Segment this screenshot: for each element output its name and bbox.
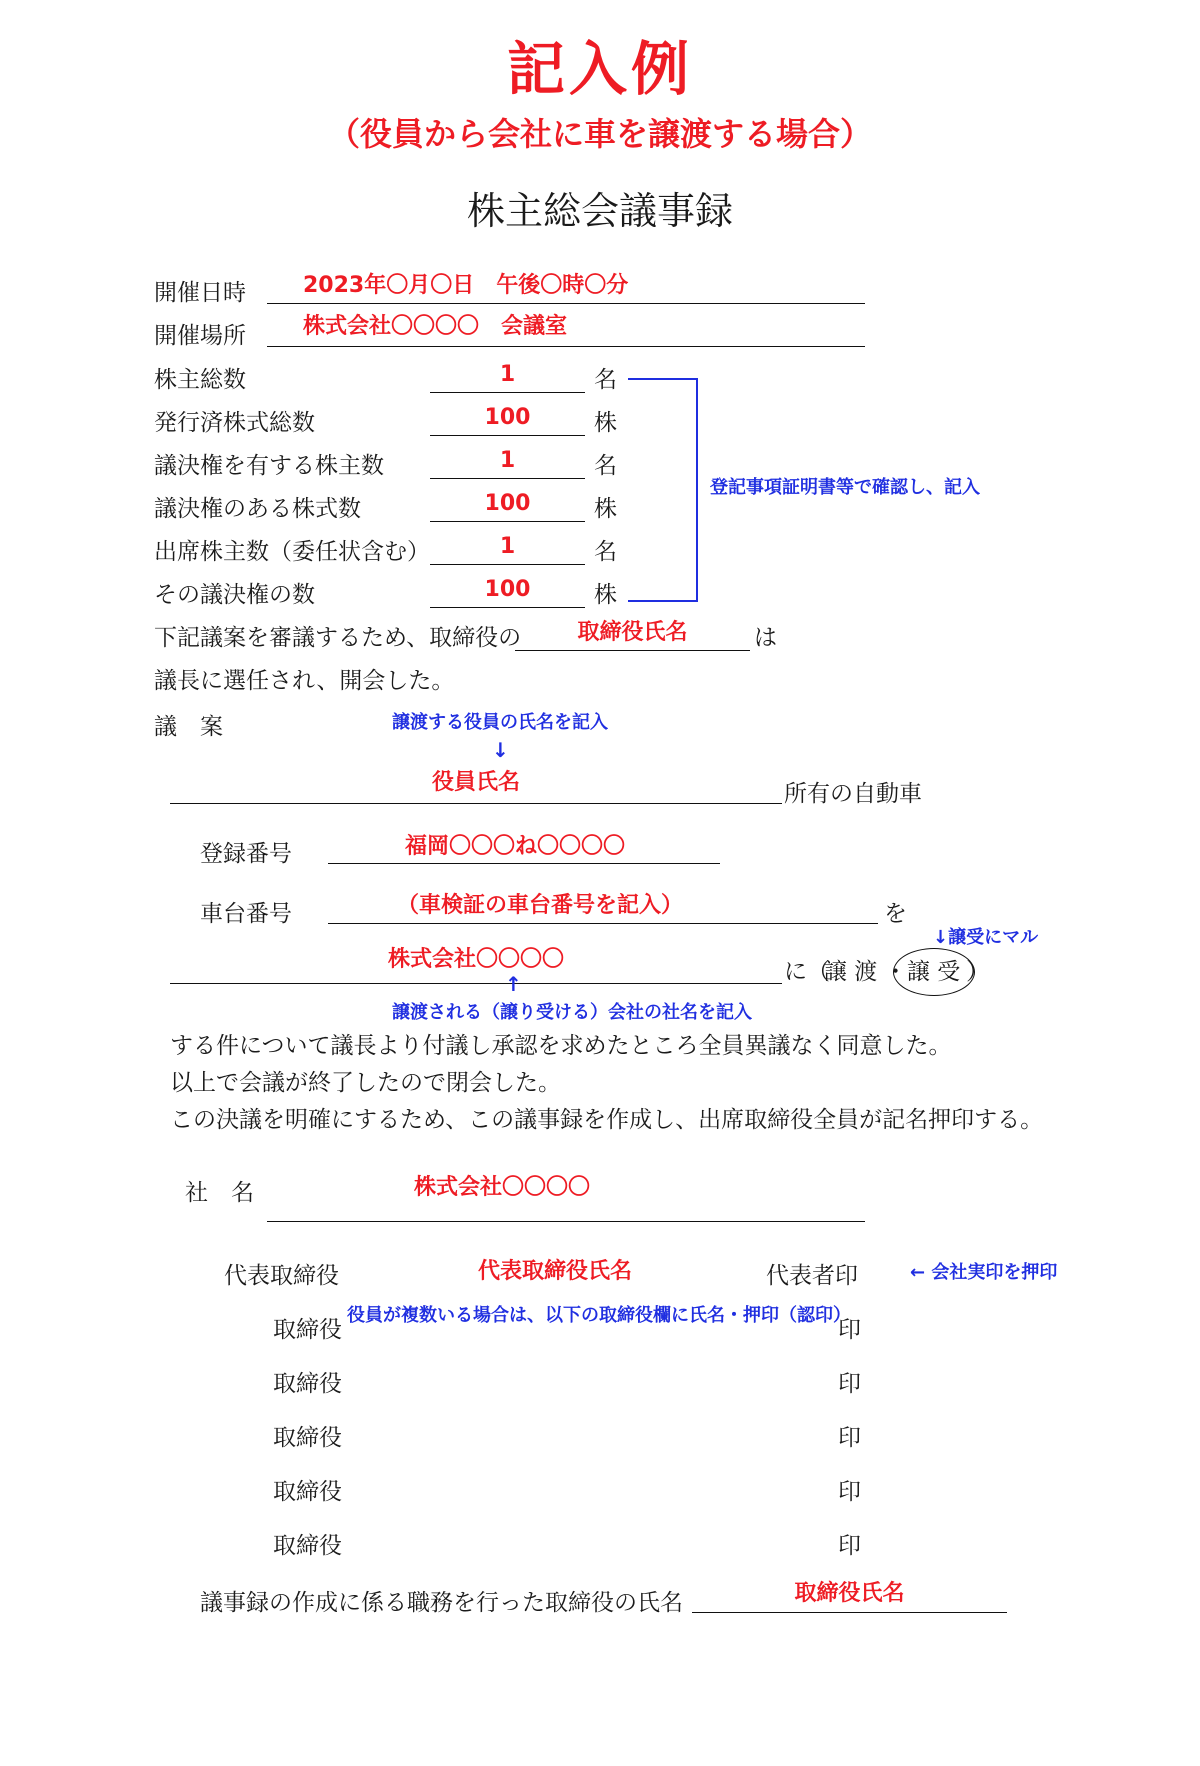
director-label: 取締役 bbox=[273, 1317, 342, 1343]
place-label: 開催場所 bbox=[154, 323, 246, 349]
company-label: 社 名 bbox=[185, 1180, 254, 1206]
registration-underline bbox=[328, 863, 720, 864]
row-underline bbox=[430, 435, 585, 436]
date-value: 2023年〇月〇日 午後〇時〇分 bbox=[303, 273, 629, 298]
officer-underline bbox=[170, 803, 782, 804]
ni-label: に（ bbox=[784, 959, 830, 985]
minutes-author-name: 取締役氏名 bbox=[794, 1581, 905, 1606]
example-title: 記入例 bbox=[506, 35, 693, 103]
row-unit: 名 bbox=[594, 453, 617, 479]
arrow-up-icon: ↑ bbox=[505, 972, 522, 996]
body-line-2: 以上で会議が終了したので閉会した。 bbox=[170, 1070, 561, 1096]
row-label: 議決権を有する株主数 bbox=[154, 453, 384, 479]
row-value: 100 bbox=[484, 491, 531, 516]
arrow-down-icon: ↓ bbox=[492, 738, 509, 762]
chair-underline bbox=[515, 650, 750, 651]
row-unit: 株 bbox=[594, 496, 617, 522]
registration-label: 登録番号 bbox=[200, 841, 292, 867]
date-label: 開催日時 bbox=[154, 280, 246, 306]
minutes-author-label: 議事録の作成に係る職務を行った取締役の氏名 bbox=[200, 1590, 683, 1616]
row-unit: 名 bbox=[594, 367, 617, 393]
document-title: 株主総会議事録 bbox=[466, 189, 733, 233]
row-underline bbox=[430, 521, 585, 522]
row-label: 出席株主数（委任状含む） bbox=[154, 539, 430, 565]
company-underline bbox=[267, 1221, 865, 1222]
row-label: 議決権のある株式数 bbox=[154, 496, 361, 522]
bracket-note: 登記事項証明書等で確認し、記入 bbox=[710, 477, 980, 498]
row-value: 1 bbox=[499, 534, 516, 559]
option-separator: ・ bbox=[884, 959, 907, 985]
representative-seal-note: ← 会社実印を押印 bbox=[910, 1262, 1058, 1283]
officer-name: 役員氏名 bbox=[431, 770, 520, 795]
close-paren: ） bbox=[966, 959, 989, 985]
recipient-underline bbox=[170, 983, 782, 984]
recipient-company: 株式会社〇〇〇〇 bbox=[387, 947, 564, 972]
row-value: 1 bbox=[499, 362, 516, 387]
officer-note: 譲渡する役員の氏名を記入 bbox=[392, 712, 608, 733]
row-label: 株主総数 bbox=[154, 367, 246, 393]
company-note: 譲渡される（譲り受ける）会社の社名を記入 bbox=[392, 1002, 752, 1023]
body-line-1: する件について議長より付議し承認を求めたところ全員異議なく同意した。 bbox=[170, 1033, 952, 1059]
owned-car-label: 所有の自動車 bbox=[784, 781, 922, 807]
row-unit: 名 bbox=[594, 539, 617, 565]
director-label: 取締役 bbox=[273, 1533, 342, 1559]
place-underline bbox=[267, 346, 865, 347]
chair-line-suffix: は bbox=[754, 625, 777, 651]
seal-mark: 印 bbox=[838, 1371, 861, 1397]
circle-note: ↓譲受にマル bbox=[933, 927, 1039, 948]
chassis-label: 車台番号 bbox=[200, 901, 292, 927]
director-label: 取締役 bbox=[273, 1479, 342, 1505]
row-label: 発行済株式総数 bbox=[154, 410, 315, 436]
representative-label: 代表取締役 bbox=[224, 1263, 339, 1289]
chassis-underline bbox=[328, 923, 878, 924]
date-underline bbox=[267, 303, 865, 304]
example-subtitle: （役員から会社に車を譲渡する場合） bbox=[327, 115, 872, 153]
director-label: 取締役 bbox=[273, 1425, 342, 1451]
row-underline bbox=[430, 564, 585, 565]
place-value: 株式会社〇〇〇〇 会議室 bbox=[303, 314, 568, 339]
row-value: 100 bbox=[484, 405, 531, 430]
row-underline bbox=[430, 607, 585, 608]
representative-seal: 代表者印 bbox=[766, 1263, 858, 1289]
multiple-directors-note: 役員が複数いる場合は、以下の取締役欄に氏名・押印（認印） bbox=[347, 1305, 851, 1326]
row-label: その議決権の数 bbox=[154, 582, 315, 608]
option-transfer: 譲 渡 bbox=[824, 959, 878, 985]
seal-mark: 印 bbox=[838, 1533, 861, 1559]
row-value: 100 bbox=[484, 577, 531, 602]
seal-mark: 印 bbox=[838, 1317, 861, 1343]
chassis-value: （車検証の車台番号を記入） bbox=[397, 893, 684, 918]
row-unit: 株 bbox=[594, 410, 617, 436]
director-label: 取締役 bbox=[273, 1371, 342, 1397]
row-underline bbox=[430, 392, 585, 393]
chair-name: 取締役氏名 bbox=[577, 620, 688, 645]
row-underline bbox=[430, 478, 585, 479]
chair-line-prefix: 下記議案を審議するため、取締役の bbox=[154, 625, 522, 651]
seal-mark: 印 bbox=[838, 1425, 861, 1451]
receive-circle-mark bbox=[893, 948, 975, 996]
company-value: 株式会社〇〇〇〇 bbox=[414, 1175, 591, 1200]
representative-name: 代表取締役氏名 bbox=[478, 1259, 633, 1284]
seal-mark: 印 bbox=[838, 1479, 861, 1505]
body-line-3: この決議を明確にするため、この議事録を作成し、出席取締役全員が記名押印する。 bbox=[170, 1107, 1044, 1133]
shareholder-bracket bbox=[628, 378, 698, 602]
row-value: 1 bbox=[499, 448, 516, 473]
chair-line-2: 議長に選任され、開会した。 bbox=[154, 668, 455, 694]
agenda-label: 議 案 bbox=[154, 714, 223, 740]
registration-value: 福岡〇〇〇ね〇〇〇〇 bbox=[405, 834, 626, 859]
row-unit: 株 bbox=[594, 582, 617, 608]
wo-label: を bbox=[884, 901, 907, 927]
minutes-author-underline bbox=[692, 1612, 1007, 1613]
option-receive: 譲 受 bbox=[907, 959, 961, 985]
